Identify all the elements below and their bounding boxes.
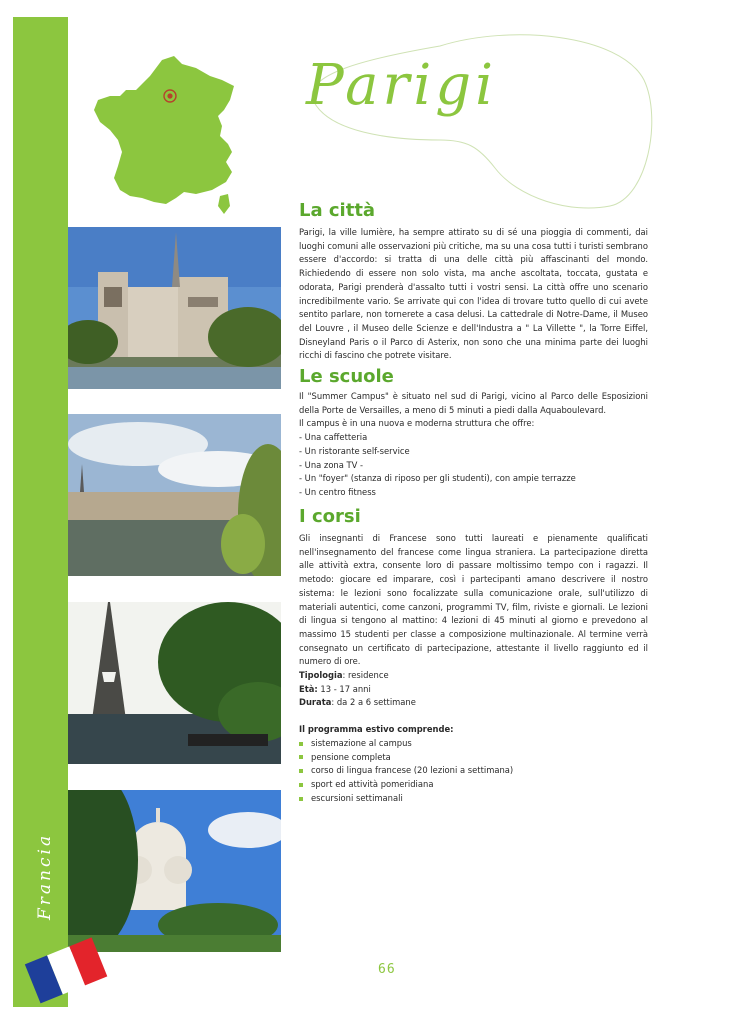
scuole-line: - Una zona TV -: [299, 459, 364, 470]
list-item: [299, 737, 648, 751]
scuole-line: - Una caffetteria: [299, 432, 368, 443]
bullet-icon: [299, 755, 303, 759]
page-title: [302, 46, 542, 126]
side-label: [22, 822, 62, 922]
heading-corsi: I corsi: [299, 506, 361, 527]
detail-label: Tipologia: [299, 670, 343, 681]
scuole-line: - Un ristorante self-service: [299, 445, 410, 456]
seine-river-photo: [68, 414, 281, 576]
detail-label: Durata: [299, 697, 332, 708]
detail-eta: [299, 683, 648, 697]
detail-durata: [299, 696, 648, 710]
detail-tipologia: [299, 669, 648, 683]
program-item: corso di lingua francese (20 lezioni a settimana): [311, 765, 514, 776]
bullet-icon: [299, 742, 303, 746]
body-scuole: Il "Summer Campus" è situato nel sud di Parigi, vicino al Parco delle Esposizioni della Porte de Versailles, a meno di 5 minuti a piedi dalla Aquaboulevard.: [299, 391, 648, 415]
notre-dame-photo: [68, 227, 281, 389]
eiffel-tower-photo: [68, 602, 281, 764]
heading-scuole: Le scuole: [299, 366, 394, 387]
scuole-line: - Un "foyer" (stanza di riposo per gli studenti), con ampie terrazze: [299, 473, 576, 484]
section-citta: [299, 200, 648, 363]
section-scuole: [299, 366, 648, 500]
bullet-icon: [299, 797, 303, 801]
scuole-line: - Un centro fitness: [299, 486, 376, 497]
detail-label: Età:: [299, 683, 318, 694]
bullet-icon: [299, 783, 303, 787]
body-corsi: Gli insegnanti di Francese sono tutti laureati e pienamente qualificati nell'insegnamento del francese come lingua straniera. La partecipazione diretta alle attività extra, consente loro di passare moltissimo tempo con i ragazzi. Il metodo: giocare ed imparare, così i partecipanti amano descrivere il nostro sistema: le lezioni sono focalizzate sulla comunicazione orale, sull'utilizzo di materiali autentici, come canzoni, programmi TV, film, riviste e giornali. Le lezioni di lingua si tengono al mattino: 4 lezioni di 45 minuti al giorno e prevedono al massimo 15 studenti per classe a composizione multinazionale. Al termine verrà consegnato un certificato di partecipazione, attestante il livello raggiunto ed il numero di ore.: [299, 533, 648, 667]
bullet-icon: [299, 769, 303, 773]
list-item: [299, 764, 648, 778]
detail-value: : residence: [342, 670, 389, 681]
heading-citta: La città: [299, 200, 376, 221]
program-item: pensione completa: [311, 751, 391, 762]
french-flag-icon: [22, 935, 112, 1005]
program-title-text: Il programma estivo comprende:: [299, 724, 454, 735]
detail-value: : da 2 a 6 settimane: [331, 697, 416, 708]
detail-value: 13 - 17 anni: [317, 683, 371, 694]
list-item: [299, 778, 648, 792]
france-map-icon: [92, 56, 242, 216]
list-item: [299, 792, 648, 806]
sacre-coeur-photo: [68, 790, 281, 952]
list-item: [299, 751, 648, 765]
page-title-text: Parigi: [306, 53, 497, 118]
program-item: sistemazione al campus: [311, 737, 412, 748]
program-title: [299, 723, 648, 737]
program-item: escursioni settimanali: [311, 792, 403, 803]
program-item: sport ed attività pomeridiana: [311, 778, 434, 789]
page-number: 66: [378, 962, 396, 977]
section-corsi: [299, 506, 648, 805]
scuole-line: Il campus è in una nuova e moderna struttura che offre:: [299, 418, 535, 429]
body-citta: Parigi, la ville lumière, ha sempre attirato su di sé una pioggia di commenti, dai luoghi comuni alle osservazioni più critiche, ma su una cosa tutti i turisti sembrano essere d'accordo: si tratta di una delle città più affascinanti del mondo. Richiedendo di essere non solo vista, ma anche ascoltata, toccata, gustata e odorata, Parigi prenderà d'assalto tutti i vostri sensi. La città offre uno scenario incredibilmente vario. Se arrivate qui con l'idea di trovare tutto quello di cui avete sentito parlare, non tornerete a casa delusi. La cattedrale di Notre-Dame, il Museo del Louvre , il Museo delle Scienze e dell'Industra a " La Villette ", la Torre Eiffel, Disneyland Paris o il Parco di Asterix, non sono che una minima parte dei luoghi ricchi di fascino che potrete visitare.: [299, 227, 648, 361]
side-label-text: Francia: [35, 832, 55, 920]
